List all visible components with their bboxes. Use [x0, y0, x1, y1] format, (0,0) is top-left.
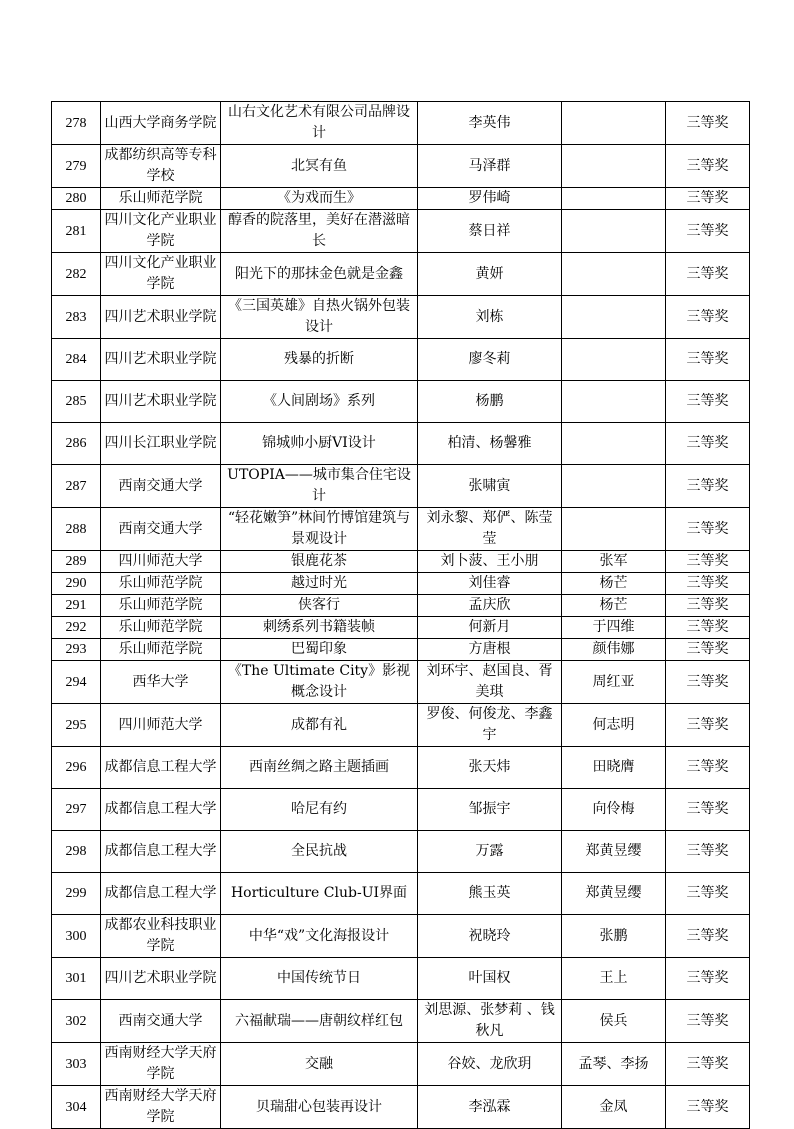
advisor-name-cell: 颜伟娜: [562, 639, 666, 661]
school-name-cell: 成都信息工程大学: [101, 873, 221, 915]
award-level-cell: 三等奖: [666, 253, 750, 296]
school-name-cell: 西南财经大学天府学院: [101, 1043, 221, 1086]
award-level-cell: 三等奖: [666, 145, 750, 188]
work-title-cell: 锦城帅小厨VI设计: [221, 423, 418, 465]
table-row: [52, 639, 750, 661]
author-names-cell: 廖冬莉: [418, 339, 562, 381]
school-name-cell: 西南交通大学: [101, 465, 221, 508]
advisor-name-cell: [562, 381, 666, 423]
work-title-cell: 六福献瑞——唐朝纹样红包: [221, 1000, 418, 1043]
table-row: [52, 1086, 750, 1129]
table-row: [52, 617, 750, 639]
school-name-cell: 乐山师范学院: [101, 617, 221, 639]
advisor-name-cell: [562, 508, 666, 551]
school-name-cell: 西南交通大学: [101, 508, 221, 551]
award-level-cell: 三等奖: [666, 958, 750, 1000]
row-number-cell: 294: [52, 661, 101, 704]
work-title-cell: 贝瑞甜心包装再设计: [221, 1086, 418, 1129]
school-name-cell: 乐山师范学院: [101, 573, 221, 595]
advisor-name-cell: 于四维: [562, 617, 666, 639]
table-row: [52, 188, 750, 210]
award-level-cell: 三等奖: [666, 915, 750, 958]
table-row: [52, 551, 750, 573]
row-number-cell: 302: [52, 1000, 101, 1043]
school-name-cell: 山西大学商务学院: [101, 102, 221, 145]
table-row: [52, 102, 750, 145]
work-title-cell: 残暴的折断: [221, 339, 418, 381]
advisor-name-cell: [562, 102, 666, 145]
table-row: [52, 210, 750, 253]
advisor-name-cell: 侯兵: [562, 1000, 666, 1043]
row-number-cell: 296: [52, 747, 101, 789]
advisor-name-cell: 金凤: [562, 1086, 666, 1129]
work-title-cell: 中国传统节日: [221, 958, 418, 1000]
award-level-cell: 三等奖: [666, 423, 750, 465]
table-row: [52, 1000, 750, 1043]
school-name-cell: 成都纺织高等专科学校: [101, 145, 221, 188]
author-names-cell: 何新月: [418, 617, 562, 639]
work-title-cell: 全民抗战: [221, 831, 418, 873]
row-number-cell: 290: [52, 573, 101, 595]
author-names-cell: 刘环宇、赵国良、胥美琪: [418, 661, 562, 704]
award-level-cell: 三等奖: [666, 747, 750, 789]
row-number-cell: 288: [52, 508, 101, 551]
row-number-cell: 289: [52, 551, 101, 573]
work-title-cell: 《人间剧场》系列: [221, 381, 418, 423]
table-row: [52, 423, 750, 465]
advisor-name-cell: [562, 423, 666, 465]
work-title-cell: 山右文化艺术有限公司品牌设计: [221, 102, 418, 145]
award-level-cell: 三等奖: [666, 551, 750, 573]
table-row: [52, 704, 750, 747]
award-level-cell: 三等奖: [666, 1086, 750, 1129]
author-names-cell: 罗俊、何俊龙、李鑫宇: [418, 704, 562, 747]
table-row: [52, 1043, 750, 1086]
award-level-cell: 三等奖: [666, 102, 750, 145]
awards-table: [51, 101, 750, 1129]
row-number-cell: 299: [52, 873, 101, 915]
author-names-cell: 叶国权: [418, 958, 562, 1000]
advisor-name-cell: 孟琴、李扬: [562, 1043, 666, 1086]
table-row: [52, 831, 750, 873]
author-names-cell: 罗伟崎: [418, 188, 562, 210]
advisor-name-cell: [562, 210, 666, 253]
school-name-cell: 乐山师范学院: [101, 188, 221, 210]
row-number-cell: 298: [52, 831, 101, 873]
award-level-cell: 三等奖: [666, 188, 750, 210]
school-name-cell: 四川艺术职业学院: [101, 339, 221, 381]
advisor-name-cell: 张鹏: [562, 915, 666, 958]
table-row: [52, 339, 750, 381]
school-name-cell: 四川艺术职业学院: [101, 296, 221, 339]
table-row: [52, 381, 750, 423]
author-names-cell: 柏清、杨馨雅: [418, 423, 562, 465]
award-level-cell: 三等奖: [666, 381, 750, 423]
award-level-cell: 三等奖: [666, 617, 750, 639]
school-name-cell: 乐山师范学院: [101, 639, 221, 661]
school-name-cell: 四川师范大学: [101, 704, 221, 747]
row-number-cell: 283: [52, 296, 101, 339]
author-names-cell: 刘思源、张梦莉 、钱秋凡: [418, 1000, 562, 1043]
school-name-cell: 成都信息工程大学: [101, 831, 221, 873]
award-level-cell: 三等奖: [666, 639, 750, 661]
awards-table-body: [52, 102, 750, 1129]
advisor-name-cell: 王上: [562, 958, 666, 1000]
advisor-name-cell: 田晓膺: [562, 747, 666, 789]
author-names-cell: 孟庆欣: [418, 595, 562, 617]
author-names-cell: 刘永黎、郑俨、陈莹莹: [418, 508, 562, 551]
row-number-cell: 284: [52, 339, 101, 381]
work-title-cell: “轻花嫩笋”林间竹博馆建筑与景观设计: [221, 508, 418, 551]
school-name-cell: 四川文化产业职业学院: [101, 210, 221, 253]
advisor-name-cell: [562, 296, 666, 339]
row-number-cell: 286: [52, 423, 101, 465]
school-name-cell: 成都信息工程大学: [101, 789, 221, 831]
work-title-cell: 《为戏而生》: [221, 188, 418, 210]
author-names-cell: 谷姣、龙欣玥: [418, 1043, 562, 1086]
author-names-cell: 马泽群: [418, 145, 562, 188]
author-names-cell: 刘栋: [418, 296, 562, 339]
row-number-cell: 300: [52, 915, 101, 958]
school-name-cell: 四川艺术职业学院: [101, 958, 221, 1000]
author-names-cell: 李英伟: [418, 102, 562, 145]
award-level-cell: 三等奖: [666, 831, 750, 873]
row-number-cell: 291: [52, 595, 101, 617]
school-name-cell: 西南交通大学: [101, 1000, 221, 1043]
school-name-cell: 四川艺术职业学院: [101, 381, 221, 423]
school-name-cell: 西南财经大学天府学院: [101, 1086, 221, 1129]
school-name-cell: 西华大学: [101, 661, 221, 704]
author-names-cell: 万露: [418, 831, 562, 873]
work-title-cell: 成都有礼: [221, 704, 418, 747]
author-names-cell: 张天炜: [418, 747, 562, 789]
author-names-cell: 熊玉英: [418, 873, 562, 915]
work-title-cell: 醇香的院落里，美好在潜滋暗长: [221, 210, 418, 253]
advisor-name-cell: [562, 253, 666, 296]
row-number-cell: 293: [52, 639, 101, 661]
work-title-cell: 北冥有鱼: [221, 145, 418, 188]
advisor-name-cell: [562, 465, 666, 508]
work-title-cell: 中华“戏”文化海报设计: [221, 915, 418, 958]
author-names-cell: 刘佳睿: [418, 573, 562, 595]
author-names-cell: 李泓霖: [418, 1086, 562, 1129]
table-row: [52, 873, 750, 915]
row-number-cell: 280: [52, 188, 101, 210]
row-number-cell: 278: [52, 102, 101, 145]
author-names-cell: 刘卜菠、王小朋: [418, 551, 562, 573]
advisor-name-cell: 何志明: [562, 704, 666, 747]
work-title-cell: 西南丝绸之路主题插画: [221, 747, 418, 789]
advisor-name-cell: 杨芒: [562, 573, 666, 595]
table-row: [52, 747, 750, 789]
author-names-cell: 蔡日祥: [418, 210, 562, 253]
award-level-cell: 三等奖: [666, 789, 750, 831]
award-level-cell: 三等奖: [666, 296, 750, 339]
author-names-cell: 杨鹏: [418, 381, 562, 423]
table-row: [52, 573, 750, 595]
advisor-name-cell: 郑黄昱缨: [562, 873, 666, 915]
work-title-cell: 《The Ultimate City》影视概念设计: [221, 661, 418, 704]
school-name-cell: 乐山师范学院: [101, 595, 221, 617]
school-name-cell: 四川师范大学: [101, 551, 221, 573]
work-title-cell: 《三国英雄》自热火锅外包装设计: [221, 296, 418, 339]
row-number-cell: 285: [52, 381, 101, 423]
award-level-cell: 三等奖: [666, 1043, 750, 1086]
row-number-cell: 295: [52, 704, 101, 747]
author-names-cell: 方唐根: [418, 639, 562, 661]
advisor-name-cell: [562, 188, 666, 210]
table-row: [52, 145, 750, 188]
table-row: [52, 508, 750, 551]
author-names-cell: 邹振宇: [418, 789, 562, 831]
table-row: [52, 789, 750, 831]
row-number-cell: 279: [52, 145, 101, 188]
advisor-name-cell: 周红亚: [562, 661, 666, 704]
award-level-cell: 三等奖: [666, 339, 750, 381]
advisor-name-cell: 向伶梅: [562, 789, 666, 831]
advisor-name-cell: 郑黄昱缨: [562, 831, 666, 873]
table-row: [52, 958, 750, 1000]
award-level-cell: 三等奖: [666, 595, 750, 617]
work-title-cell: UTOPIA——城市集合住宅设计: [221, 465, 418, 508]
row-number-cell: 297: [52, 789, 101, 831]
author-names-cell: 黄妍: [418, 253, 562, 296]
award-level-cell: 三等奖: [666, 210, 750, 253]
row-number-cell: 282: [52, 253, 101, 296]
advisor-name-cell: [562, 339, 666, 381]
work-title-cell: 哈尼有约: [221, 789, 418, 831]
work-title-cell: 侠客行: [221, 595, 418, 617]
table-row: [52, 465, 750, 508]
school-name-cell: 成都信息工程大学: [101, 747, 221, 789]
award-level-cell: 三等奖: [666, 465, 750, 508]
table-row: [52, 253, 750, 296]
row-number-cell: 301: [52, 958, 101, 1000]
school-name-cell: 成都农业科技职业学院: [101, 915, 221, 958]
table-row: [52, 595, 750, 617]
work-title-cell: 越过时光: [221, 573, 418, 595]
author-names-cell: 祝晓玲: [418, 915, 562, 958]
advisor-name-cell: 杨芒: [562, 595, 666, 617]
author-names-cell: 张啸寅: [418, 465, 562, 508]
row-number-cell: 304: [52, 1086, 101, 1129]
row-number-cell: 287: [52, 465, 101, 508]
table-row: [52, 661, 750, 704]
work-title-cell: Horticulture Club-UI界面: [221, 873, 418, 915]
row-number-cell: 292: [52, 617, 101, 639]
row-number-cell: 281: [52, 210, 101, 253]
award-level-cell: 三等奖: [666, 704, 750, 747]
table-row: [52, 296, 750, 339]
award-level-cell: 三等奖: [666, 873, 750, 915]
advisor-name-cell: [562, 145, 666, 188]
work-title-cell: 巴蜀印象: [221, 639, 418, 661]
award-level-cell: 三等奖: [666, 1000, 750, 1043]
table-row: [52, 915, 750, 958]
award-level-cell: 三等奖: [666, 573, 750, 595]
award-level-cell: 三等奖: [666, 508, 750, 551]
work-title-cell: 阳光下的那抹金色就是金鑫: [221, 253, 418, 296]
school-name-cell: 四川文化产业职业学院: [101, 253, 221, 296]
award-level-cell: 三等奖: [666, 661, 750, 704]
advisor-name-cell: 张军: [562, 551, 666, 573]
row-number-cell: 303: [52, 1043, 101, 1086]
work-title-cell: 银鹿花茶: [221, 551, 418, 573]
school-name-cell: 四川长江职业学院: [101, 423, 221, 465]
work-title-cell: 交融: [221, 1043, 418, 1086]
work-title-cell: 刺绣系列书籍装帧: [221, 617, 418, 639]
